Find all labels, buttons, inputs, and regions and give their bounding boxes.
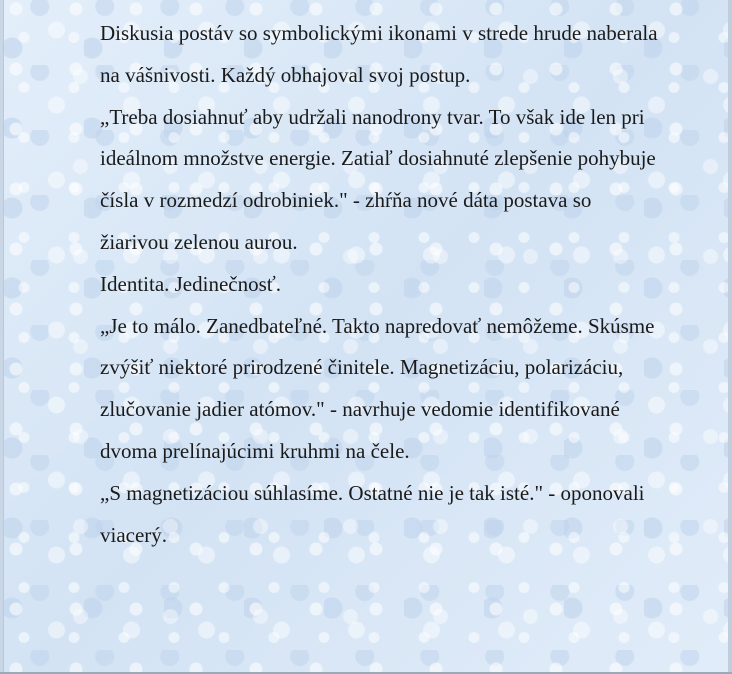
- paragraph-3: Identita. Jedinečnosť.: [100, 271, 282, 296]
- paragraph-4: „Je to málo. Zanedbateľné. Takto napredovať nemôžeme. Skúsme zvýšiť niektoré prirodzené činitele. Magnetizáciu, polarizáciu, zlučovanie jadier atómov." - navrhuje vedomie identifikované dvoma prelínajúcimi kruhmi na čele.: [100, 313, 655, 463]
- document-text: [100, 13, 660, 556]
- page-right-edge: [728, 0, 732, 674]
- paragraph-1: Diskusia postáv so symbolickými ikonami v strede hrude naberala na vášnivosti. Každý obhajoval svoj postup.: [100, 21, 658, 87]
- paragraph-5: „S magnetizáciou súhlasíme. Ostatné nie je tak isté." - oponovali viacerý.: [100, 480, 645, 547]
- paragraph-2: „Treba dosiahnuť aby udržali nanodrony tvar. To však ide len pri ideálnom množstve energie. Zatiaľ dosiahnuté zlepšenie pohybuje čísla v rozmedzí odrobiniek." - zhŕňa nové dáta postava so žiarivou zelenou aurou.: [100, 104, 656, 254]
